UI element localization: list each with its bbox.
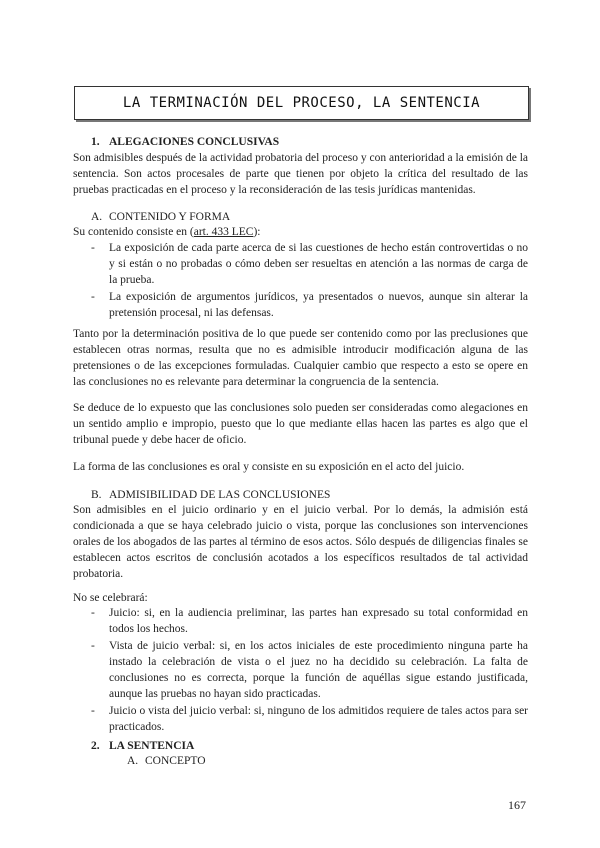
- section-1-title: ALEGACIONES CONCLUSIVAS: [109, 136, 280, 148]
- list-item-text: Juicio: si, en la audiencia preliminar, las partes han expresado su total conformidad en todos los hechos.: [109, 607, 528, 635]
- section-a-title: CONTENIDO Y FORMA: [109, 211, 231, 223]
- list-item: [73, 638, 528, 702]
- dash-marker: -: [91, 242, 95, 254]
- list-item-text: Vista de juicio verbal: si, en los actos iniciales de este procedimiento ninguna parte ha instado la celebración de vista o el juez no ha decidido su celebración. La falta de conclusiones no es correcta, porque la función de aquéllas sigue estando justificada, aunque las pruebas no hayan sido practicadas.: [109, 640, 528, 700]
- list-item-text: Juicio o vista del juicio verbal: si, ninguno de los admitidos requiere de tales actos para ser practicados.: [109, 705, 528, 733]
- dash-marker: -: [91, 640, 95, 652]
- dash-marker: -: [91, 705, 95, 717]
- list-item-text: La exposición de argumentos jurídicos, ya presentados o nuevos, aunque sin alterar la pretensión procesal, ni las defensas.: [109, 291, 528, 319]
- section-1-heading: [91, 134, 279, 150]
- article-link[interactable]: art. 433 LEC: [193, 226, 254, 238]
- list-item: [73, 240, 528, 288]
- section-a-lead: [73, 224, 528, 240]
- lead-prefix: Su contenido consiste en (: [73, 226, 194, 238]
- dash-marker: -: [91, 607, 95, 619]
- section-b-heading: [91, 487, 330, 503]
- section-a-paragraph-3: La forma de las conclusiones es oral y consiste en su exposición en el acto del juicio.: [73, 461, 465, 473]
- section-2-heading: [91, 738, 194, 754]
- section-2-number: 2.: [91, 740, 100, 752]
- dash-marker: -: [91, 291, 95, 303]
- section-b-letter: B.: [91, 489, 102, 501]
- section-b-title: ADMISIBILIDAD DE LAS CONCLUSIONES: [109, 489, 331, 501]
- section-1-number: 1.: [91, 136, 100, 148]
- list-item-text: La exposición de cada parte acerca de si las cuestiones de hecho están controvertidas o no y si están o no probadas o cómo deben ser resueltas en atención a las normas de carga de la prueba.: [109, 242, 528, 286]
- section-1-intro: Son admisibles después de la actividad probatoria del proceso y con anterioridad a la emisión de la sentencia. Son actos procesales de parte que tienen por objeto la crítica del resultado de las pruebas practicadas en el proceso y la reconsideración de las tesis jurídicas mantenidas.: [73, 152, 528, 196]
- list-item: [73, 289, 528, 321]
- section-2-title: LA SENTENCIA: [109, 740, 195, 752]
- section-a-letter: A.: [91, 211, 103, 223]
- lead-suffix: ):: [253, 226, 261, 238]
- list-item: [73, 703, 528, 735]
- section-b-lead: No se celebrará:: [73, 592, 148, 604]
- section-a-bullet-list: [73, 240, 528, 322]
- section-2a-title: CONCEPTO: [145, 755, 206, 767]
- title-box: [74, 86, 529, 120]
- page-number: 167: [508, 798, 526, 812]
- section-a-paragraph-1: Tanto por la determinación positiva de lo que puede ser contenido como por las preclusiones que establecen otras normas, resulta que no es admisible introducir modificación alguna de las pretensiones o de las excepciones formuladas. Cualquier cambio que respecto a esto se opere en las conclusiones no es relevante para determinar la congruencia de la sentencia.: [73, 328, 528, 388]
- list-item: [73, 605, 528, 637]
- section-2a-heading: [127, 753, 206, 769]
- section-a-heading: [91, 209, 230, 225]
- section-2a-letter: A.: [127, 755, 139, 767]
- section-b-bullet-list: [73, 605, 528, 736]
- page-title: LA TERMINACIÓN DEL PROCESO, LA SENTENCIA: [122, 95, 481, 111]
- section-a-paragraph-2: Se deduce de lo expuesto que las conclusiones solo pueden ser consideradas como alegaciones en un sentido amplio e impropio, puesto que lo que mediante ellas hacen las partes es algo que el tribunal puede y debe hacer de oficio.: [73, 402, 528, 446]
- section-b-paragraph-1: Son admisibles en el juicio ordinario y en el juicio verbal. Por lo demás, la admisión está condicionada a que se haya celebrado juicio o vista, porque las conclusiones son intervenciones orales de los abogados de las partes al término de esos actos. Sólo después de diligencias finales se establecen actos escritos de conclusión acotados a los específicos resultados de tal actividad probatoria.: [73, 504, 528, 580]
